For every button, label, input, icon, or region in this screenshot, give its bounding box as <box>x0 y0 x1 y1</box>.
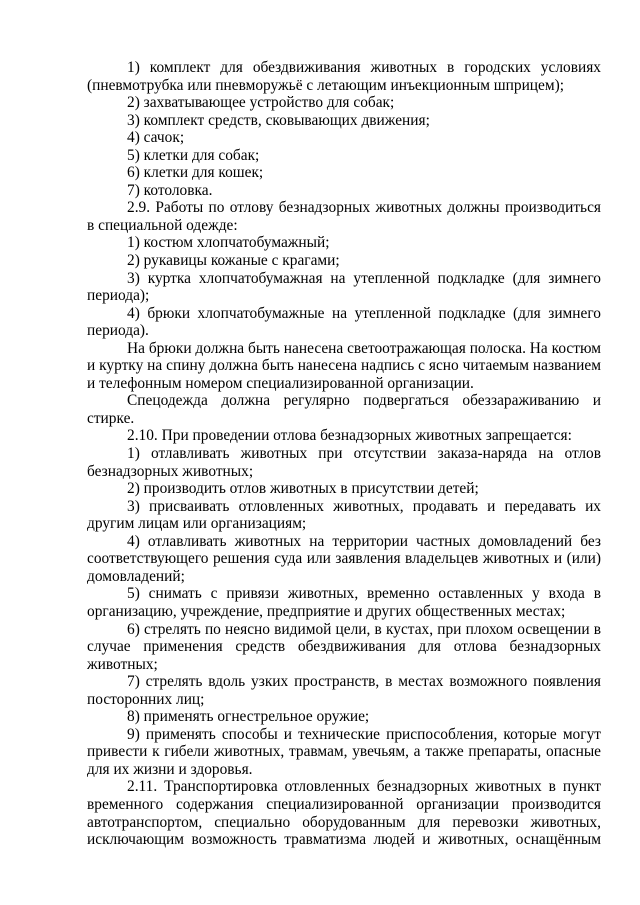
list-item-leather-gloves: 2) рукавицы кожаные с крагами; <box>127 252 340 270</box>
list-item-cat-trap: 7) котоловка. <box>127 181 213 199</box>
document-page <box>87 59 601 849</box>
prohibition-item-4: 4) отлавливать животных на территории частных домовладений без соответствующего решения суда или заявления владельцев животных и (или) домовладений; <box>87 532 601 585</box>
prohibition-item-9: 9) применять способы и технические приспособления, которые могут привести к гибели животных, травмам, увечьям, а также препараты, опасные для их жизни и здоровья. <box>87 725 601 778</box>
list-item-cat-cages: 6) клетки для кошек; <box>127 164 264 182</box>
prohibition-item-1: 1) отлавливать животных при отсутствии заказа-наряда на отлов безнадзорных животных; <box>87 445 601 480</box>
list-item-restraint-kit: 3) комплект средств, сковывающих движения; <box>127 111 430 129</box>
prohibition-item-3: 3) присваивать отловленных животных, продавать и передавать их другим лицам или организациям; <box>87 497 601 533</box>
prohibition-item-5: 5) снимать с привязи животных, временно оставленных у входа в организацию, учреждение, предприятие и других общественных местах; <box>87 585 601 620</box>
list-item-net: 4) сачок; <box>127 129 185 147</box>
clause-2-9: 2.9. Работы по отлову безнадзорных животных должны производиться в специальной одежде: <box>87 199 601 234</box>
clause-2-11: 2.11. Транспортировка отловленных безнадзорных животных в пункт временного содержания специализированной организации производится автотранспортом, специально оборудованным для перевозки животных, исключающим возможность травматизма людей и животных, оснащённым <box>87 778 601 849</box>
clause-2-10: 2.10. При проведении отлова безнадзорных животных запрещается: <box>127 427 572 445</box>
list-item-jacket: 3) куртка хлопчатобумажная на утепленной подкладке (для зимнего периода); <box>87 269 601 305</box>
list-item-cotton-suit: 1) костюм хлопчатобумажный; <box>127 234 330 252</box>
list-item-trousers: 4) брюки хлопчатобумажные на утепленной подкладке (для зимнего периода). <box>87 304 601 340</box>
list-item-dog-cages: 5) клетки для собак; <box>127 146 260 164</box>
paragraph-disinfection: Спецодежда должна регулярно подвергаться обеззараживанию и стирке. <box>87 392 601 427</box>
prohibition-item-6: 6) стрелять по неясно видимой цели, в кустах, при плохом освещении в случае применения средств обездвиживания для отлова безнадзорных животных; <box>87 620 601 673</box>
prohibition-item-7: 7) стрелять вдоль узких пространств, в местах возможного появления посторонних лиц; <box>87 673 601 708</box>
paragraph-reflective-stripe: На брюки должна быть нанесена светоотражающая полоска. На костюм и куртку на спину должна быть нанесена надпись с ясно читаемым названием и телефонным номером специализированной организации. <box>87 339 601 392</box>
list-item-dog-catcher: 2) захватывающее устройство для собак; <box>127 94 395 112</box>
list-item-immobilization-kit: 1) комплект для обездвиживания животных в городских условиях (пневмотрубка или пневморужьё с летающим инъекционным шприцем); <box>87 59 601 94</box>
prohibition-item-2: 2) производить отлов животных в присутствии детей; <box>127 480 479 498</box>
prohibition-item-8: 8) применять огнестрельное оружие; <box>127 708 370 726</box>
